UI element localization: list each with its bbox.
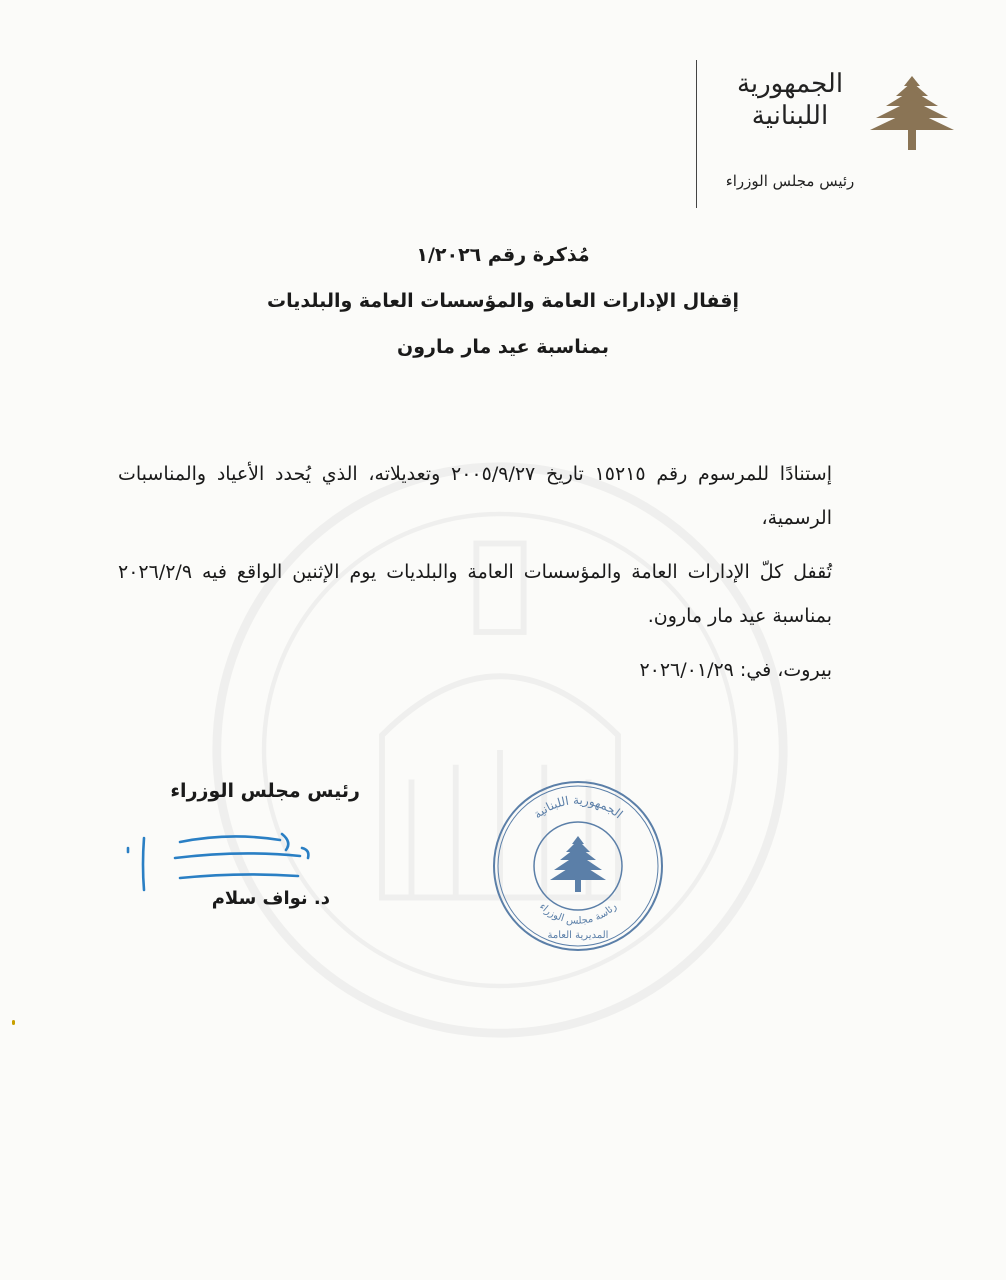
svg-text:رئاسة مجلس الوزراء: [537, 901, 619, 927]
signatory-title: رئيس مجلس الوزراء: [170, 780, 360, 802]
signatory-name: د. نواف سلام: [211, 888, 330, 909]
office-name: رئيس مجلس الوزراء: [725, 172, 855, 190]
memo-headings: [150, 232, 856, 370]
memo-body: [118, 452, 832, 702]
republic-name: [720, 68, 860, 132]
seal-inner-text-2: المديرية العامة: [547, 930, 609, 941]
letterhead: [696, 60, 956, 210]
letterhead-divider: [696, 60, 697, 208]
cedar-emblem-icon: [868, 72, 956, 152]
body-paragraph-1: إستنادًا للمرسوم رقم ١٥٢١٥ تاريخ ٢٠٠٥/٩/٢٧ وتعديلاته، الذي يُحدد الأعياد والمناسبات الرسمية،: [118, 463, 833, 529]
svg-text:الجمهورية اللبنانية: [531, 793, 626, 821]
memo-number: مُذكرة رقم ١/٢٠٢٦: [416, 244, 590, 266]
republic-line-2: اللبنانية: [751, 101, 829, 131]
seal-outer-text: الجمهورية اللبنانية: [530, 792, 626, 822]
body-paragraph-2: تُقفل كلّ الإدارات العامة والمؤسسات العامة والبلديات يوم الإثنين الواقع فيه ٢٠٢٦/٢/٩ بمناسبة عيد مار مارون.: [118, 561, 832, 627]
seal-inner-text-1: رئاسة مجلس الوزراء: [536, 901, 620, 927]
scan-speck: [12, 1020, 15, 1025]
memo-title: إقفال الإدارات العامة والمؤسسات العامة والبلديات: [266, 290, 740, 312]
memo-occasion: بمناسبة عيد مار مارون: [397, 336, 609, 358]
official-seal: [490, 778, 666, 954]
seal-cedar-icon: [550, 836, 606, 892]
republic-line-1: الجمهورية: [736, 69, 844, 99]
date-line: بيروت، في: ٢٠٢٦/٠١/٢٩: [639, 659, 832, 681]
